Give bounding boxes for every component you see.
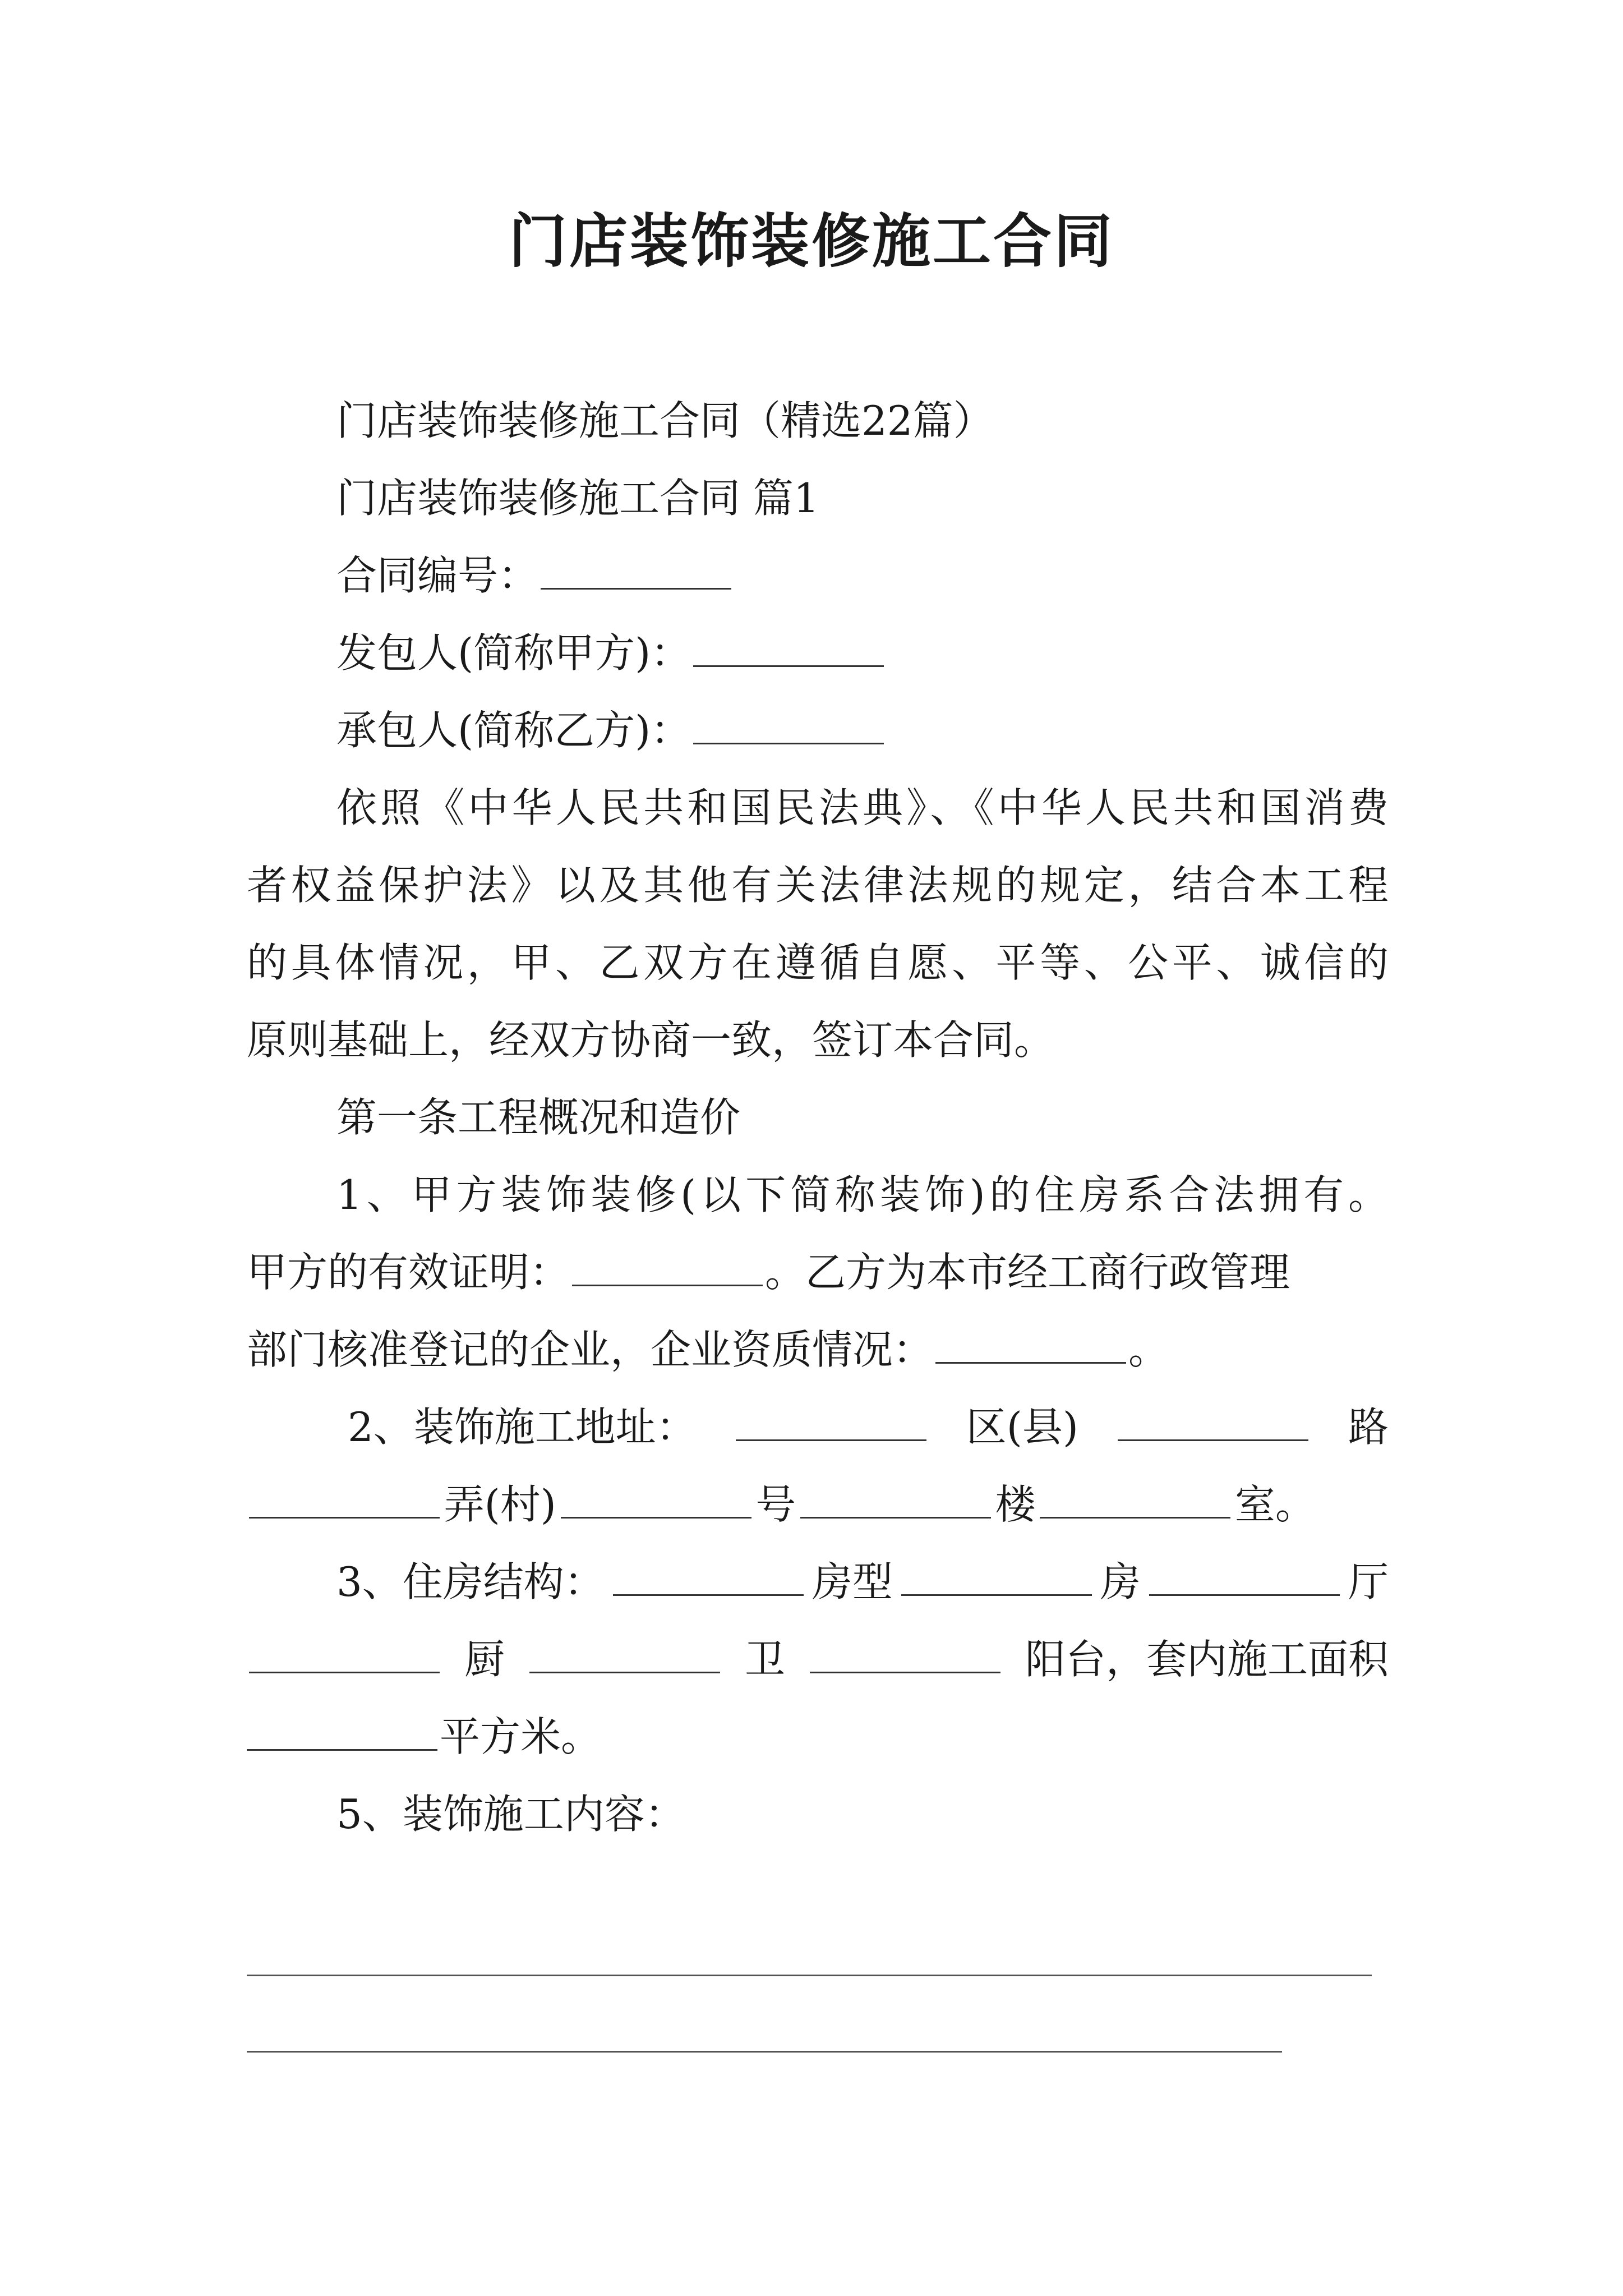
lane-label: 弄(村)	[444, 1481, 556, 1528]
kitchens-blank	[249, 1631, 440, 1673]
party-a-blank	[693, 625, 884, 667]
contract-number-blank	[541, 547, 731, 590]
rooms-blank	[901, 1554, 1092, 1596]
lane-blank	[249, 1476, 440, 1519]
item-5-heading: 5、装饰施工内容：	[336, 1791, 685, 1838]
qualification-label: 部门核准登记的企业，企业资质情况：	[247, 1326, 934, 1373]
building-blank	[800, 1476, 991, 1519]
room-blank	[1040, 1476, 1230, 1519]
road-blank	[1118, 1399, 1308, 1441]
preamble-line-4: 原则基础上，经双方协商一致，签订本合同。	[247, 1016, 1055, 1064]
bathrooms-label: 卫	[744, 1636, 785, 1683]
party-a-label: 发包人(简称甲方)：	[336, 629, 691, 677]
district-label: 区(县)	[966, 1404, 1078, 1451]
number-blank	[561, 1476, 751, 1519]
item-1-line-1: 1、甲方装饰装修(以下简称装饰)的住房系合法拥有。	[336, 1171, 1389, 1218]
subtitle: 门店装饰装修施工合同（精选22篇）	[336, 397, 994, 444]
area-label: 平方米。	[440, 1713, 602, 1760]
item-3-line-2	[247, 1631, 1389, 1687]
area-blank	[247, 1709, 437, 1751]
balconies-blank	[810, 1631, 1000, 1673]
preamble-line-2: 者权益保护法》以及其他有关法律法规的规定，结合本工程	[247, 862, 1389, 909]
layout-label: 房型	[811, 1558, 893, 1605]
item-3-line-3	[247, 1709, 601, 1765]
rooms-label: 房	[1100, 1558, 1141, 1605]
item-2-line-1	[348, 1399, 1389, 1455]
section-heading: 门店装饰装修施工合同 篇1	[336, 475, 819, 522]
road-label: 路	[1348, 1404, 1389, 1451]
room-label: 室。	[1234, 1481, 1316, 1528]
contract-number-row	[336, 547, 734, 604]
balconies-label: 阳台，套内施工面积	[1025, 1636, 1389, 1683]
party-b-blank	[693, 702, 884, 744]
content-blank-line-1	[247, 1975, 1372, 1976]
item-1-line-2-text: 。乙方为本市经工商行政管理	[765, 1249, 1290, 1296]
district-blank	[736, 1399, 926, 1441]
layout-blank	[613, 1554, 804, 1596]
item-1-line-3-end: 。	[1128, 1326, 1169, 1373]
item-3-line-1	[336, 1554, 1389, 1610]
building-label: 楼	[995, 1481, 1036, 1528]
structure-label: 3、住房结构：	[336, 1558, 605, 1605]
preamble-line-1: 依照《中华人民共和国民法典》、《中华人民共和国消费	[336, 784, 1389, 831]
item-1-line-2	[247, 1244, 1290, 1300]
valid-proof-label: 甲方的有效证明：	[247, 1249, 570, 1296]
party-b-label: 承包人(简称乙方)：	[336, 707, 691, 754]
contract-number-label: 合同编号：	[336, 552, 539, 599]
bathrooms-blank	[529, 1631, 720, 1673]
valid-proof-blank	[572, 1244, 763, 1286]
halls-blank	[1149, 1554, 1340, 1596]
preamble-line-3: 的具体情况，甲、乙双方在遵循自愿、平等、公平、诚信的	[247, 939, 1389, 986]
content-blank-line-2	[247, 2051, 1282, 2053]
number-label: 号	[755, 1481, 796, 1528]
party-b-row	[336, 702, 886, 758]
qualification-blank	[935, 1322, 1126, 1364]
kitchens-label: 厨	[464, 1636, 505, 1683]
party-a-row	[336, 625, 886, 681]
document-title: 门店装饰装修施工合同	[508, 206, 1114, 275]
address-label: 2、装饰施工地址：	[348, 1404, 697, 1451]
article-1-heading: 第一条工程概况和造价	[336, 1094, 741, 1141]
item-1-line-3	[247, 1322, 1169, 1378]
halls-label: 厅	[1348, 1558, 1389, 1605]
item-2-line-2	[247, 1476, 1316, 1533]
